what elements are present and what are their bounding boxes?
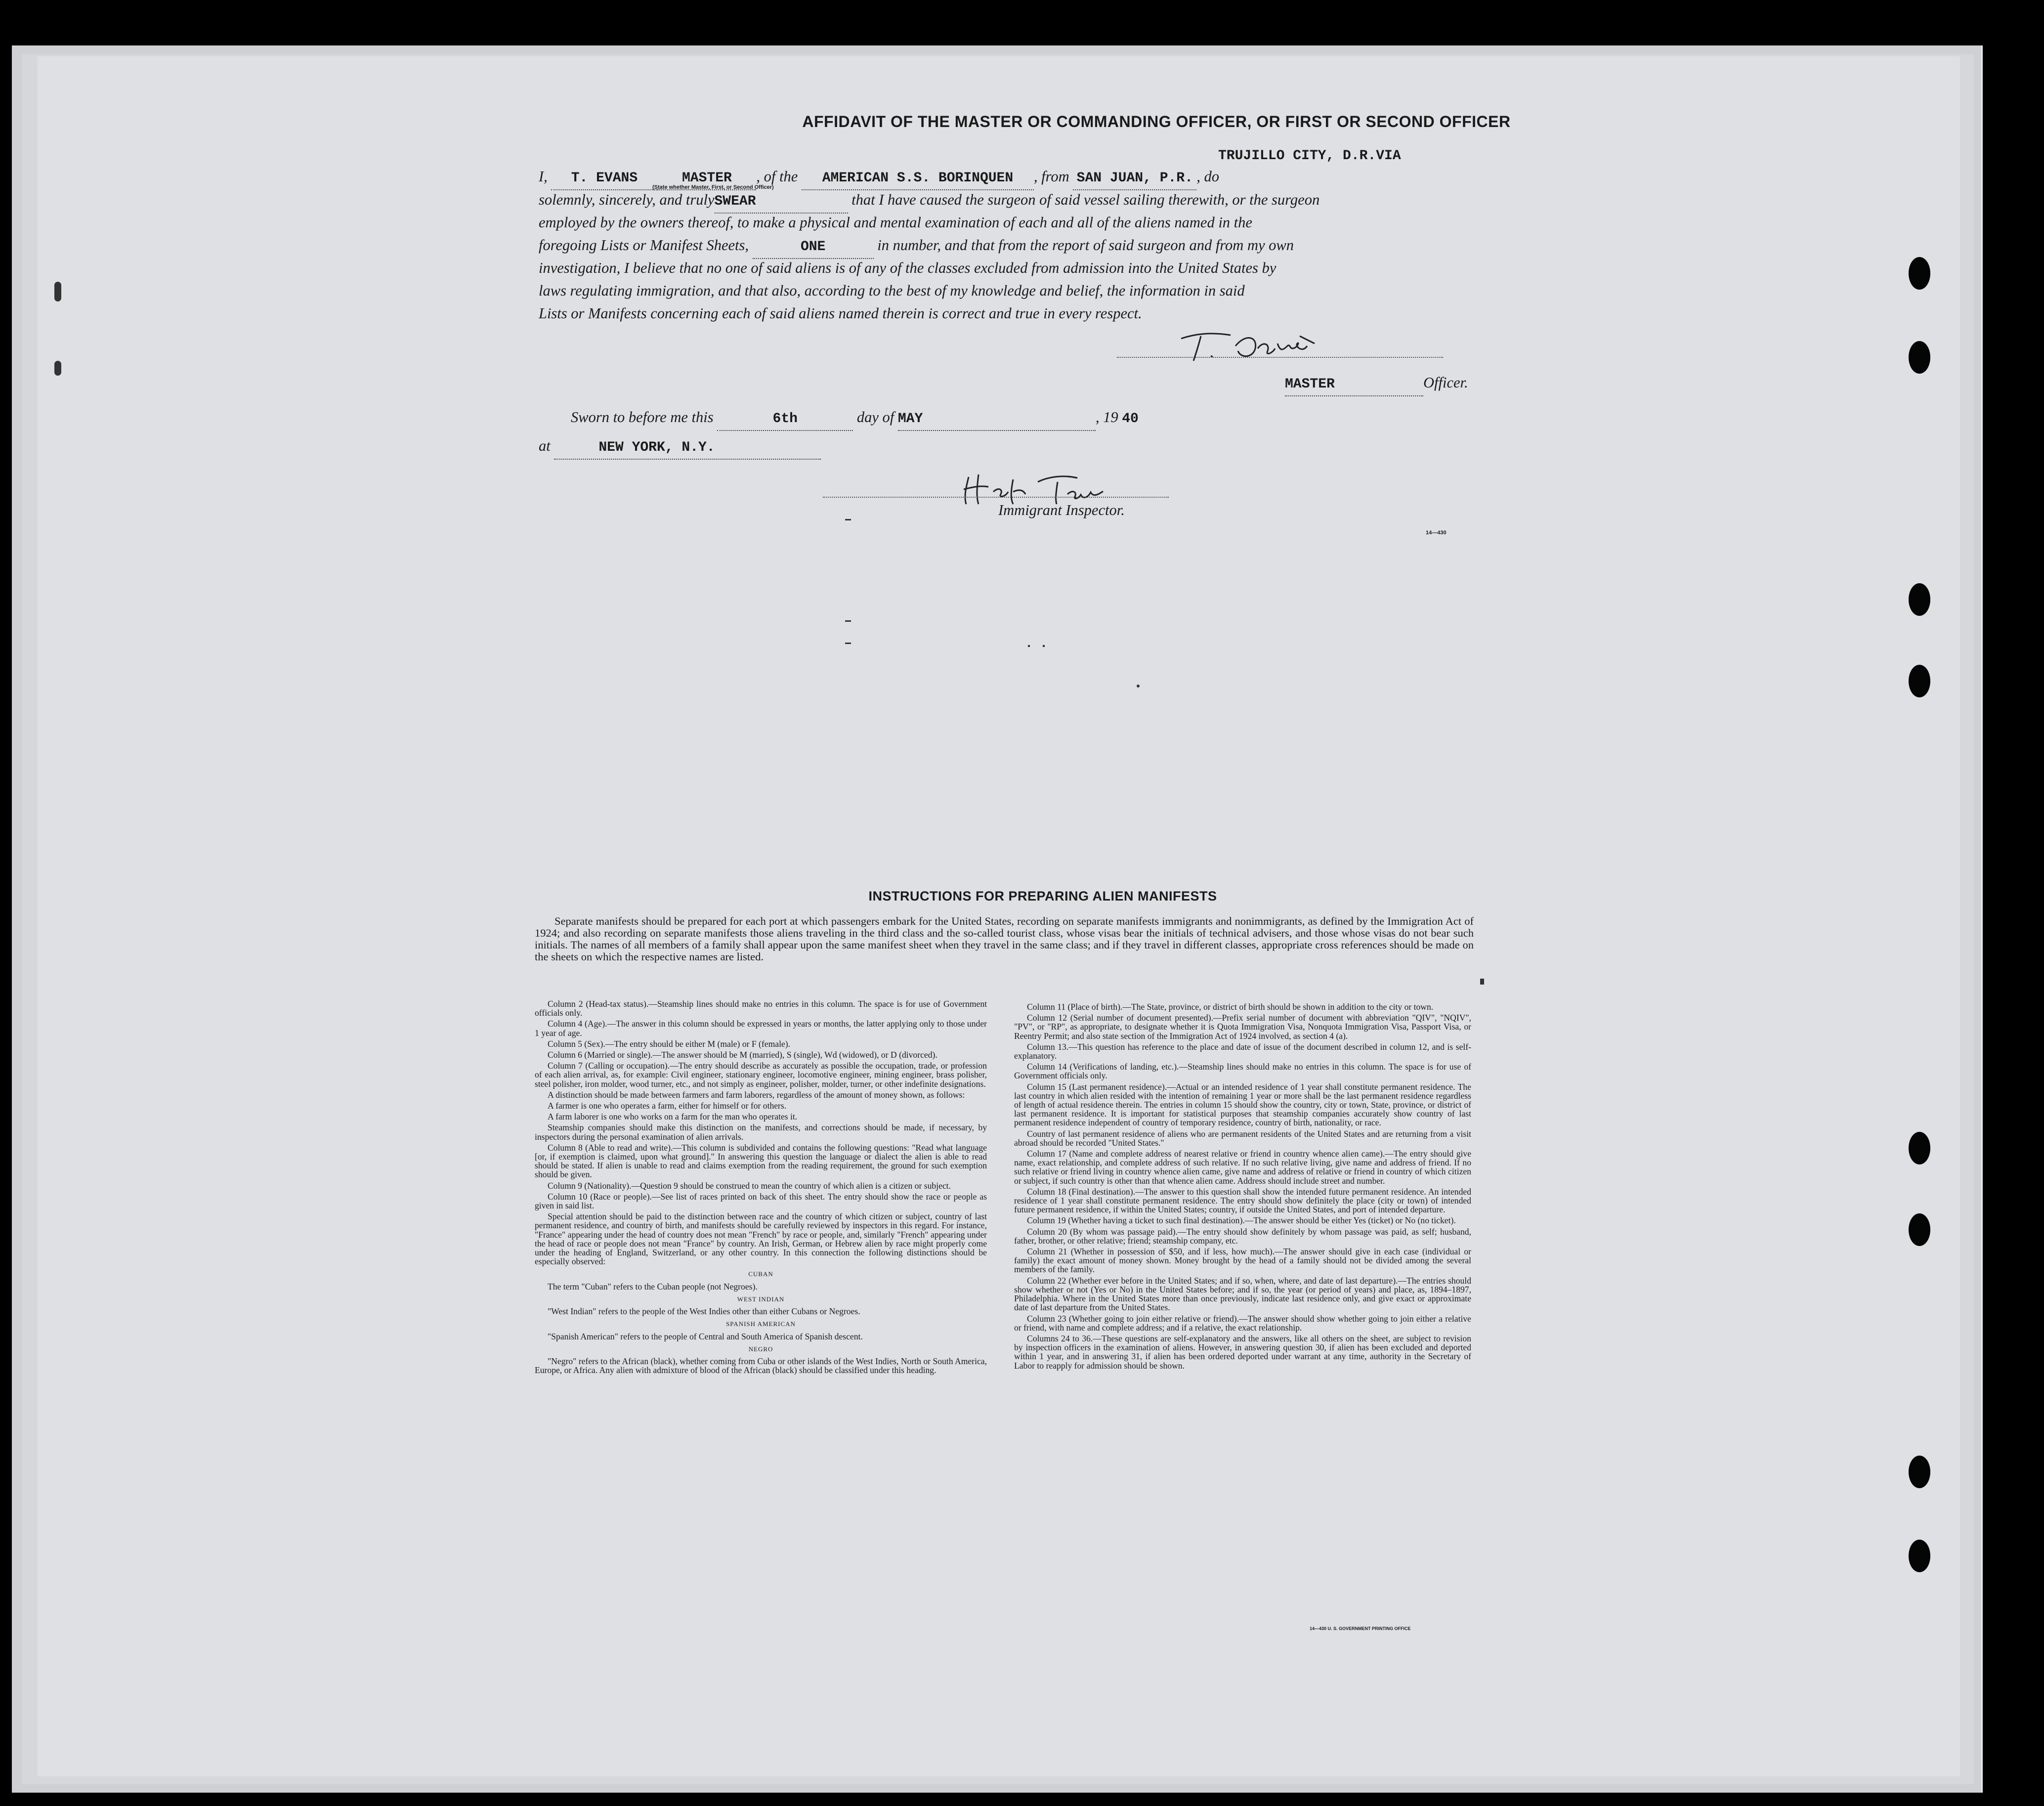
sworn-place: NEW YORK, N.Y. bbox=[554, 436, 821, 460]
master-signature bbox=[1176, 326, 1344, 366]
sworn-day: 6th bbox=[717, 408, 853, 431]
from-label: , from bbox=[1033, 168, 1069, 185]
stray-mark bbox=[845, 643, 851, 644]
left-item: Column 8 (Able to read and write).—This column is subdivided and contains the following questions: "Read what language [or, if exemption is claimed, upon what ground]." In answering this question the language or dialect the alien is able to read should be stated. If alien is unable to read and claims exemption from the reading requirement, the ground for such exemption should be given. bbox=[535, 1142, 987, 1180]
edge-mark bbox=[54, 361, 61, 376]
left-item: A farm laborer is one who works on a farm for the man who operates it. bbox=[548, 1112, 798, 1122]
instructions-right-column bbox=[1014, 1002, 1471, 1372]
left-item: Column 6 (Married or single).—The answer should be M (married), S (single), Wd (widowed), or D (divorced). bbox=[548, 1050, 937, 1060]
solemnly-label: solemnly, sincerely, and truly bbox=[539, 191, 715, 208]
cuban-text: The term "Cuban" refers to the Cuban people (not Negroes). bbox=[548, 1281, 758, 1291]
do-label: , do bbox=[1196, 168, 1220, 185]
right-item: Country of last permanent residence of aliens who are permanent residents of the United States and are returning from a visit abroad should be recorded "United States." bbox=[1014, 1128, 1471, 1148]
form-number: 14—430 bbox=[1426, 530, 1447, 536]
right-item: Column 21 (Whether in possession of $50, and if less, how much).—The answer should give in each case (individual or family) the exact amount of money shown. Money brought by the head of a family should not be divided among the several members of the family. bbox=[1014, 1247, 1471, 1275]
left-item: Steamship companies should make this distinction on the manifests, and corrections should be made, if necessary, by inspectors during the personal examination of alien arrivals. bbox=[535, 1122, 987, 1142]
binder-hole bbox=[1909, 1132, 1930, 1164]
stray-mark bbox=[1137, 685, 1140, 688]
at-label: at bbox=[539, 437, 551, 454]
edge-mark bbox=[54, 282, 61, 301]
stray-mark bbox=[1043, 645, 1045, 647]
sworn-month: MAY bbox=[898, 408, 1096, 431]
stray-mark bbox=[845, 620, 851, 622]
at-line bbox=[539, 435, 821, 460]
binder-hole bbox=[1909, 1540, 1930, 1572]
right-item: Column 19 (Whether having a ticket to such final destination).—The answer should be either Yes (ticket) or No (no ticket). bbox=[1027, 1215, 1456, 1226]
west-indian-text: "West Indian" refers to the people of the West Indies other than either Cubans or Negroes. bbox=[548, 1306, 860, 1317]
right-item: Column 22 (Whether ever before in the United States; and if so, when, where, and date of last departure).—The entries should show whether or not (Yes or No) in the United States before; and if so, the year (or period of years) and place, as, 1894–1897, Philadelphia. Where in the United States more than once previously, indicate last residence only, and give exact or approximate date of last departure from the United States. bbox=[1014, 1275, 1471, 1313]
negro-text: "Negro" refers to the African (black), whether coming from Cuba or other islands of the West Indies, North or South America, Europe, or Africa. Any alien with admixture of blood of the African (black) should be classified under this heading. bbox=[535, 1356, 987, 1376]
binder-hole bbox=[1909, 1456, 1930, 1488]
left-item: Column 2 (Head-tax status).—Steamship lines should make no entries in this column. The space is for use of Government officials only. bbox=[535, 999, 987, 1018]
left-item: Column 7 (Calling or occupation).—The entry should describe as accurately as possible the occupation, trade, or profession of each alien arrival, as, for example: Civil engineer, stationary engineer, locomotive engineer, mining engineer, brass polisher, steel polisher, iron molder, wood turner, etc., and not simply as engineer, polisher, molder, turner, or other indefinite designations. bbox=[535, 1061, 987, 1089]
stray-mark bbox=[1480, 979, 1484, 985]
left-item: Special attention should be paid to the distinction between race and the country of which citizen or subject, country of last permanent residence, and country of birth, and manifests should be carefully reviewed by inspectors in this regard. For instance, "France" appearing under the head of country does not mean "French" by race or people, and, similarly "French" appearing under the head of race or people does not mean "France" by country. An Irish, German, or Hebrew alien by race might properly come under the heading of England, Switzerland, or any other country. In this connection the following distinctions should be especially observed: bbox=[535, 1211, 987, 1267]
right-item: Column 13.—This question has reference to the place and date of issue of the document described in column 12, and is self-explanatory. bbox=[1014, 1041, 1471, 1061]
i-label: I, bbox=[539, 168, 548, 185]
right-item: Column 18 (Final destination).—The answer to this question shall show the intended future permanent residence. An intended residence of 1 year shall constitute permanent residence. The entry should show definitely the place (city or town) of intended future permanent residence, if within the United States; country, if outside the United States, and port of intended departure. bbox=[1014, 1186, 1471, 1215]
rank-hint: (State whether Master, First, or Second Officer) bbox=[652, 184, 774, 190]
of-the-label: , of the bbox=[756, 168, 798, 185]
officer-rank: MASTER bbox=[657, 167, 756, 190]
binder-hole bbox=[1909, 257, 1930, 290]
spanish-american-heading: SPANISH AMERICAN bbox=[726, 1320, 796, 1328]
spanish-american-text: "Spanish American" refers to the people of Central and South America of Spanish descent. bbox=[548, 1331, 863, 1341]
binder-hole bbox=[1909, 1213, 1930, 1246]
right-item: Column 17 (Name and complete address of nearest relative or friend in country whence alien came).—The entry should give name, exact relationship, and complete address of such relative. If no such relative living, give name and address of friend. If no such relative or friend living in country whence alien came, give name and address of relative or friend in country of which citizen or subject, if such country is other than that whence alien came. Address should include street and number. bbox=[1014, 1149, 1471, 1186]
affidavit-title: AFFIDAVIT OF THE MASTER OR COMMANDING OFFICER, OR FIRST OR SECOND OFFICER bbox=[802, 113, 1511, 130]
instructions-intro: Separate manifests should be prepared for each port at which passengers embark for the United States, recording on separate manifests immigrants and nonimmigrants, as defined by the Immigration Act of 1924; and also recording on separate manifests those aliens traveling in the third class and the so-called tourist class, whose visas bear the initials of technical advisers, and those whose visas do not bear such initials. The names of all members of a family shall appear upon the same manifest sheet when they travel in the same class; and if they travel in different classes, appropriate cross references should be made on the sheets on which the respective names are listed. bbox=[535, 915, 1474, 963]
left-item: A distinction should be made between farmers and farm laborers, regardless of the amount of money shown, as follows: bbox=[548, 1089, 965, 1100]
affidavit-text-3a: foregoing Lists or Manifest Sheets, bbox=[539, 237, 749, 254]
day-of-label: day of bbox=[856, 409, 894, 426]
affidavit-text-4: investigation, I believe that no one of said aliens is of any of the classes excluded from admission into the United States by bbox=[539, 259, 1277, 276]
from-port: SAN JUAN, P.R. bbox=[1073, 167, 1196, 190]
year-prefix: , 19 bbox=[1095, 409, 1118, 426]
left-item: Column 4 (Age).—The answer in this column should be expressed in years or months, the latter applying only to those under 1 year of age. bbox=[535, 1019, 987, 1038]
stray-mark bbox=[845, 519, 851, 520]
right-item: Column 12 (Serial number of document presented).—Prefix serial number of document with abbreviation "QIV", "NQIV", "PV", or "RP", as appropriate, to designate whether it is Quota Immigration Visa, Nonquota Immigration Visa, Passport Visa, or Reentry Permit; and also state section of the Immigration Act of 1924 involved, as section 4 (a). bbox=[1014, 1013, 1471, 1041]
right-item: Column 20 (By whom was passage paid).—The entry should show definitely by whom passage was paid, as self; husband, father, brother, or other relative; friend; steamship company, etc. bbox=[1014, 1226, 1471, 1246]
affidavit-line-4 bbox=[539, 234, 1294, 259]
left-item: Column 5 (Sex).—The entry should be either M (male) or F (female). bbox=[548, 1038, 791, 1049]
cuban-heading: CUBAN bbox=[748, 1270, 773, 1278]
affidavit-text-2: employed by the owners thereof, to make a physical and mental examination of each and all of the aliens named in the bbox=[539, 214, 1252, 231]
stray-mark bbox=[1028, 645, 1030, 647]
signature-rank: MASTER bbox=[1285, 373, 1423, 396]
printing-office-footer: 14—430 U. S. GOVERNMENT PRINTING OFFICE bbox=[1310, 1626, 1411, 1631]
sworn-line bbox=[571, 406, 1139, 431]
year-suffix: 40 bbox=[1122, 411, 1139, 427]
right-item: Column 23 (Whether going to join either relative or friend).—The answer should show whether going to join either a relative or friend, with name and complete address; and if a relative, the exact relationship. bbox=[1014, 1313, 1471, 1333]
officer-name: T. EVANS bbox=[551, 167, 657, 190]
sheets-count: ONE bbox=[753, 236, 874, 259]
officer-line bbox=[1285, 372, 1468, 396]
instructions-title: INSTRUCTIONS FOR PREPARING ALIEN MANIFESTS bbox=[868, 889, 1217, 903]
binder-hole bbox=[1909, 665, 1930, 697]
right-item: Column 15 (Last permanent residence).—Actual or an intended residence of 1 year shall constitute permanent residence. The last country in which alien resided with the intention of remaining 1 year or more shall be the last permanent residence regardless of length of actual residence therein. The entries in column 15 should show the country, city or town, State, province, or district of last permanent residence. It is important for statistical purposes that steamship companies accurately show country of last permanent residence independent of country of temporary residence, country of birth, nationality, or race. bbox=[1014, 1081, 1471, 1128]
sworn-label: Sworn to before me this bbox=[571, 409, 714, 426]
oath-word: SWEAR bbox=[715, 190, 848, 214]
right-item: Columns 24 to 36.—These questions are self-explanatory and the answers, like all others on the sheet, are subject to revision by inspection officers in the examination of aliens. However, in answering question 30, if alien has been excluded and deported within 1 year, and in answering 31, if alien has been ordered deported under warrant at any time, authority in the Secretary of Labor to reapply for admission should be shown. bbox=[1014, 1333, 1471, 1371]
binder-hole bbox=[1909, 583, 1930, 616]
instructions-left-column bbox=[535, 999, 987, 1376]
officer-label: Officer. bbox=[1423, 374, 1468, 391]
left-item: Column 10 (Race or people).—See list of races printed on back of this sheet. The entry should show the race or people as given in said list. bbox=[535, 1191, 987, 1211]
inspector-label: Immigrant Inspector. bbox=[998, 502, 1125, 518]
negro-heading: NEGRO bbox=[748, 1345, 773, 1353]
affidavit-text-3b: in number, and that from the report of said surgeon and from my own bbox=[877, 237, 1294, 254]
inspector-line bbox=[823, 497, 1169, 498]
right-item: Column 14 (Verifications of landing, etc.).—Steamship lines should make no entries in this column. The space is for use of Government officials only. bbox=[1014, 1062, 1471, 1081]
affidavit-text-5: laws regulating immigration, and that also, according to the best of my knowledge and belief, the information in said bbox=[539, 282, 1245, 299]
vessel-name: AMERICAN S.S. BORINQUEN bbox=[802, 167, 1034, 190]
binder-hole bbox=[1909, 341, 1930, 374]
port-prefix: TRUJILLO CITY, D.R.VIA bbox=[1218, 148, 1401, 164]
left-item: Column 9 (Nationality).—Question 9 should be construed to mean the country of which alien is a citizen or subject. bbox=[548, 1180, 951, 1191]
signature-line bbox=[1117, 357, 1443, 358]
left-item: A farmer is one who operates a farm, either for himself or for others. bbox=[548, 1101, 787, 1111]
affidavit-line-2 bbox=[539, 189, 1480, 214]
affidavit-text-6: Lists or Manifests concerning each of said aliens named therein is correct and true in every respect. bbox=[539, 305, 1142, 322]
west-indian-heading: WEST INDIAN bbox=[737, 1295, 785, 1303]
affidavit-text-1: that I have caused the surgeon of said vessel sailing therewith, or the surgeon bbox=[852, 191, 1320, 208]
right-item: Column 11 (Place of birth).—The State, province, or district of birth should be shown in addition to the city or town. bbox=[1027, 1002, 1434, 1012]
